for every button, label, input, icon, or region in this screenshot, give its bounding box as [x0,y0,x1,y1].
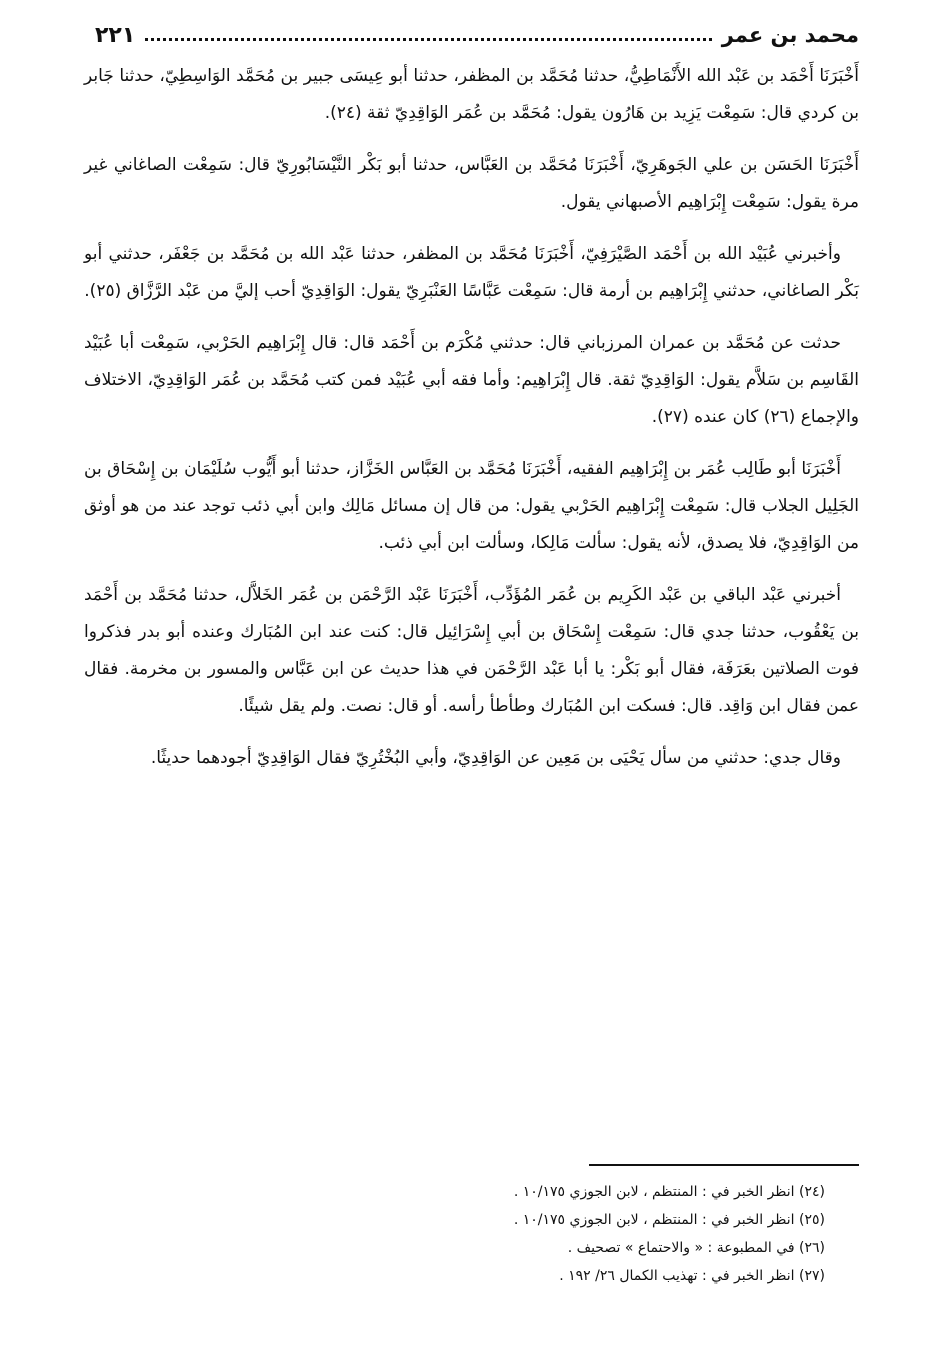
footnotes [300,1178,825,1290]
main-text [84,58,859,792]
page-number: ٢٢١ [95,22,136,48]
running-title: محمد بن عمر [721,23,859,47]
paragraph-5: أَخْبَرَنَا أبو طَالِب عُمَر بن إِبْرَاهِيم الفقيه، أَخْبَرَنَا مُحَمَّد بن العَبَّاس الخَزَّاز، حدثنا أبو أَيُّوب سُلَيْمَان بن إِسْحَاق بن الجَلِيل الجلاب قال: سَمِعْت إِبْرَاهِيم الحَرْبي يقول: من قال إن مسائل مَالِك وابن أبي ذئب توجد عند من هو أوثق من الوَاقِدِيّ، فلا يصدق، لأنه يقول: سألت مَالِكا، وسألت ابن أبي ذئب. [84,459,859,553]
footnote-27: (٢٧) انظر الخبر في : تهذيب الكمال ٢٦/ ١٩٢ . [559,1268,825,1284]
footnote-24: (٢٤) انظر الخبر في : المنتظم ، لابن الجوزي ١٠/١٧٥ . [513,1184,825,1200]
paragraph-7: وقال جدي: حدثني من سأل يَحْيَى بن مَعِين عن الوَاقِدِيّ، وأبي البُخْتُرِيّ فقال الوَاقِدِيّ أجودهما حديثًا. [150,748,841,768]
paragraph-1: أَخْبَرَنَا أَحْمَد بن عَبْد الله الأَنْمَاطِيُّ، حدثنا مُحَمَّد بن المظفر، حدثنا أبو عِيسَى جبير بن مُحَمَّد الوَاسِطِيّ، حدثنا جَابر بن كردي قال: سَمِعْت يَزِيد بن هَارُون يقول: مُحَمَّد بن عُمَر الوَاقِدِيّ ثقة (٢٤). [84,66,859,123]
paragraph-2: أَخْبَرَنَا الحَسَن بن علي الجَوهَرِيّ، أَخْبَرَنَا مُحَمَّد بن العَبَّاس، حدثنا أبو بَكْر النَّيْسَابُورِيّ قال: سَمِعْت الصاغاني غير مرة يقول: سَمِعْت إِبْرَاهِيم الأصبهاني يقول. [84,155,859,212]
running-header [95,18,859,52]
footnote-25: (٢٥) انظر الخبر في : المنتظم ، لابن الجوزي ١٠/١٧٥ . [513,1212,825,1228]
footnote-separator [589,1164,859,1166]
footnote-26: (٢٦) في المطبوعة : « والاحتماع » تصحيف . [567,1240,825,1256]
paragraph-3: وأخبرني عُبَيْد الله بن أَحْمَد الصَّيْرَفِيّ، أَخْبَرَنَا مُحَمَّد بن المظفر، حدثنا عَبْد الله بن مُحَمَّد بن جَعْفَر، حدثني أبو بَكْر الصاغاني، حدثني إِبْرَاهِيم بن أرمة قال: سَمِعْت عَبَّاسًا العَنْبَرِيّ يقول: الوَاقِدِيّ أحب إليَّ من عَبْد الرَّزَّاق (٢٥). [84,244,859,301]
header-dotted-leader [145,38,711,41]
paragraph-6: أخبرني عَبْد الباقي بن عَبْد الكَرِيم بن عُمَر المُؤَدِّب، أَخْبَرَنَا عَبْد الرَّحْمَن بن عُمَر الخَلاَّل، حدثنا مُحَمَّد بن أَحْمَد بن يَعْقُوب، حدثنا جدي قال: سَمِعْت إِسْحَاق بن أبي إِسْرَائِيل قال: كنت عند ابن المُبَارك وعنده أبو بدر فذكروا فوت الصلاتين بعَرَفَة، فقال أبو بَكْر: يا أبا عَبْد الرَّحْمَن في هذا حديث عن ابن عَبَّاس والمسور بن مخرمة. فقال عمن فقال ابن وَاقِد. قال: فسكت ابن المُبَارك وطأطأ رأسه. أو قال: نصت. ولم يقل شيئًا. [84,585,859,716]
paragraph-4: حدثت عن مُحَمَّد بن عمران المرزباني قال: حدثني مُكْرَم بن أَحْمَد قال: قال إِبْرَاهِيم الحَرْبي، سَمِعْت أبا عُبَيْد القَاسِم بن سَلاَّم يقول: الوَاقِدِيّ ثقة. قال إِبْرَاهِيم: وأما فقه أبي عُبَيْد فمن كتب مُحَمَّد بن عُمَر الوَاقِدِيّ، الاختلاف والإجماع (٢٦) كان عنده (٢٧). [84,333,859,427]
